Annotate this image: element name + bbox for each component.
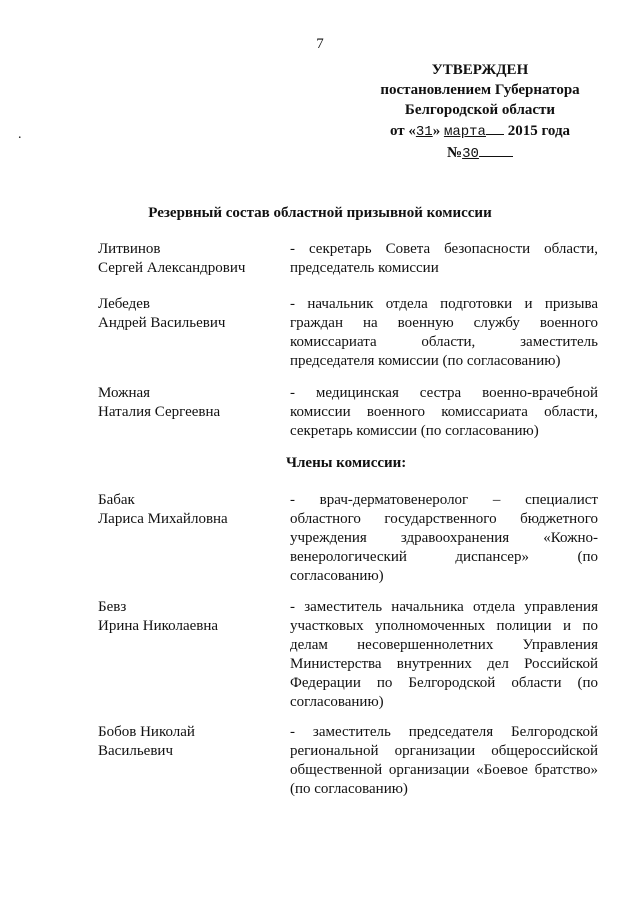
approval-line-2: Белгородской области xyxy=(404,102,556,118)
person-name xyxy=(98,384,278,422)
page-number: 7 xyxy=(316,36,324,52)
given-name: Лариса Михайловна xyxy=(98,511,228,527)
person-name xyxy=(98,598,278,636)
approval-date xyxy=(360,120,600,142)
given-name: Андрей Васильевич xyxy=(98,315,226,331)
person-role: - секретарь Совета безопасности области, председатель комиссии xyxy=(290,241,598,276)
approval-stamp xyxy=(360,60,600,164)
person-role: - начальник отдела подготовки и призыва граждан на военную службу военного комиссариата области, заместитель председателя комиссии (по согласованию) xyxy=(290,296,598,369)
document-title: Резервный состав областной призывной комиссии xyxy=(148,205,492,221)
approval-title: УТВЕРЖДЕН xyxy=(431,62,529,78)
given-name: Сергей Александрович xyxy=(98,260,246,276)
surname: Литвинов xyxy=(98,241,161,257)
approval-number xyxy=(360,142,600,164)
number-prefix: № xyxy=(447,145,463,161)
surname: Бевз xyxy=(98,599,127,615)
date-month: марта xyxy=(443,124,486,140)
stray-mark: . xyxy=(18,127,22,142)
date-prefix: от « xyxy=(389,123,416,139)
approval-line-1: постановлением Губернатора xyxy=(380,82,580,98)
person-role: - заместитель председателя Белгородской региональной организации общероссийской общественной организации «Боевое братство» (по согласованию) xyxy=(290,724,598,797)
surname: Можная xyxy=(98,385,151,401)
date-mid: » xyxy=(432,123,441,139)
surname: Бабак xyxy=(98,492,135,508)
person-name xyxy=(98,491,278,529)
date-day: 31 xyxy=(415,124,433,140)
person-role: - врач-дерматовенеролог – специалист областного государственного бюджетного учреждения здравоохранения «Кожно-венерологический диспансер» (по согласованию) xyxy=(290,492,598,584)
person-role: - медицинская сестра военно-врачебной комиссии военного комиссариата области, секретарь комиссии (по согласованию) xyxy=(290,385,598,439)
date-suffix: 2015 года xyxy=(507,123,571,139)
given-name: Васильевич xyxy=(98,743,173,759)
person-name xyxy=(98,240,278,278)
person-name xyxy=(98,723,278,761)
members-heading: Члены комиссии: xyxy=(286,455,407,471)
surname: Бобов Николай xyxy=(98,724,195,740)
surname: Лебедев xyxy=(98,296,150,312)
number-blank xyxy=(479,142,513,157)
date-blank xyxy=(486,120,504,135)
person-name xyxy=(98,295,278,333)
person-role: - заместитель начальника отдела управления участковых уполномоченных полиции и по делам несовершеннолетних Управления Министерства внутренних дел Российской Федерации по Белгородской области (по согласованию) xyxy=(290,599,598,710)
number-value: 30 xyxy=(462,146,479,162)
given-name: Наталия Сергеевна xyxy=(98,404,221,420)
given-name: Ирина Николаевна xyxy=(98,618,219,634)
